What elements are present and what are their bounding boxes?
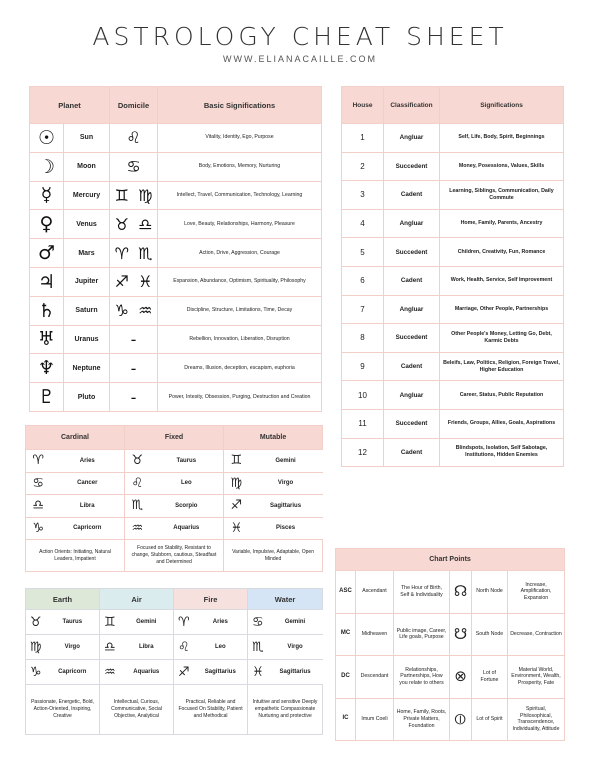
point-name: Ascendant [356, 571, 394, 614]
house-significations: Friends, Groups, Allies, Goals, Aspirations [440, 409, 564, 438]
element-header-earth: Earth [26, 589, 100, 610]
element-row [26, 660, 323, 685]
house-classification: Cadent [384, 266, 440, 295]
modality-row [26, 495, 323, 518]
domicile-sign-icon: ♊ [114, 185, 129, 205]
house-number: 6 [342, 266, 384, 295]
planet-significations: Discipline, Structure, Limitations, Time, Decay [158, 296, 322, 325]
website-url[interactable]: WWW.ELIANACAILLE.COM [222, 54, 378, 64]
planet-symbol-icon: ♇ [30, 383, 64, 412]
sign-name: Taurus [150, 450, 224, 473]
sign-name: Gemini [249, 450, 323, 473]
element-description: Passionate, Energetic, Bold, Action-Oriented, Inspiring, Creative [26, 685, 100, 735]
house-classification: Angluar [384, 295, 440, 324]
planet-significations: Body, Emotions, Memory, Nurturing [158, 152, 322, 181]
sign-name: Leo [194, 635, 248, 660]
domicile-sign-icon: - [130, 387, 137, 407]
house-number: 5 [342, 238, 384, 267]
planet-row [30, 296, 322, 325]
domicile-sign-icon: ♐ [114, 272, 129, 292]
planet-header: Planet [30, 87, 110, 124]
node-symbol-icon: ☊ [450, 571, 472, 614]
point-abbreviation: DC [336, 656, 356, 699]
planet-row [30, 239, 322, 268]
domicile-cell [110, 239, 158, 268]
domicile-cell [110, 152, 158, 181]
domicile-cell [110, 354, 158, 383]
sign-name: Gemini [120, 610, 174, 635]
zodiac-sign-icon: ♌ [174, 635, 194, 660]
house-significations: Home, Family, Parents, Ancestry [440, 209, 564, 238]
element-description: Practical, Reliable and Focused On Stability, Patient and Methodical [174, 685, 248, 735]
planet-significations: Power, Intesity, Obsession, Purging, Destruction and Creation [158, 383, 322, 412]
planet-name: Mars [64, 239, 110, 268]
house-number: 7 [342, 295, 384, 324]
planet-name: Sun [64, 124, 110, 153]
domicile-sign-icon: - [130, 358, 137, 378]
classification-header: Classification [384, 87, 440, 124]
house-significations: Blindspots, Isolation, Self Sabotage, Institutions, Hidden Enemies [440, 438, 564, 467]
elements-table [25, 588, 323, 735]
house-row [342, 352, 564, 381]
house-significations: Children, Creativity, Fun, Romance [440, 238, 564, 267]
element-header-water: Water [248, 589, 323, 610]
planet-symbol-icon: ☿ [30, 181, 64, 210]
point-description: Home, Family, Roots, Private Matters, Foundation [394, 698, 450, 741]
domicile-sign-icon: ♌ [126, 128, 141, 148]
house-classification: Angluar [384, 124, 440, 153]
house-number: 12 [342, 438, 384, 467]
house-significations-header: Significations [440, 87, 564, 124]
planet-row [30, 152, 322, 181]
sign-name: Libra [51, 495, 125, 518]
chart-points-table [335, 548, 565, 741]
element-header-fire: Fire [174, 589, 248, 610]
sign-name: Aquarius [120, 660, 174, 685]
planet-row [30, 354, 322, 383]
sign-name: Aries [51, 450, 125, 473]
zodiac-sign-icon: ♊ [100, 610, 120, 635]
planet-significations: Expansion, Abundance, Optimism, Spirituality, Philosophy [158, 267, 322, 296]
point-name: Descendant [356, 656, 394, 699]
sign-name: Virgo [46, 635, 100, 660]
planets-table [29, 86, 322, 412]
house-row [342, 209, 564, 238]
house-significations: Beleifs, Law, Politics, Religion, Foreign Travel, Higher Education [440, 352, 564, 381]
sign-name: Taurus [46, 610, 100, 635]
planet-row [30, 267, 322, 296]
planet-symbol-icon: ☉ [30, 124, 64, 153]
domicile-header: Domicile [110, 87, 158, 124]
zodiac-sign-icon: ♍ [224, 472, 249, 495]
house-row [342, 409, 564, 438]
house-row [342, 238, 564, 267]
house-number: 2 [342, 152, 384, 181]
zodiac-sign-icon: ♍ [26, 635, 46, 660]
planet-name: Saturn [64, 296, 110, 325]
modality-row [26, 517, 323, 540]
zodiac-sign-icon: ♑ [26, 660, 46, 685]
domicile-sign-icon: ♋ [126, 157, 141, 177]
house-row [342, 438, 564, 467]
point-name: Midheaven [356, 613, 394, 656]
zodiac-sign-icon: ♎ [100, 635, 120, 660]
modality-row [26, 472, 323, 495]
zodiac-sign-icon: ♏ [248, 635, 268, 660]
zodiac-sign-icon: ♈ [174, 610, 194, 635]
house-row [342, 295, 564, 324]
node-name: Lot of Spirit [472, 698, 508, 741]
house-classification: Succedent [384, 238, 440, 267]
house-number: 1 [342, 124, 384, 153]
domicile-cell [110, 124, 158, 153]
point-description: The Hour of Birth, Self & Individuality [394, 571, 450, 614]
house-row [342, 266, 564, 295]
planet-name: Venus [64, 210, 110, 239]
house-significations: Other People's Money, Letting Go, Debt, Karmic Debts [440, 324, 564, 353]
sign-name: Capricorn [46, 660, 100, 685]
house-significations: Learning, Siblings, Communication, Daily Commute [440, 181, 564, 210]
house-significations: Career, Status, Public Reputation [440, 381, 564, 410]
sign-name: Cancer [51, 472, 125, 495]
house-classification: Cadent [384, 438, 440, 467]
sign-name: Virgo [268, 635, 323, 660]
zodiac-sign-icon: ♎ [26, 495, 51, 518]
chart-points-header: Chart Points [336, 549, 565, 571]
sign-name: Virgo [249, 472, 323, 495]
point-description: Public image, Career, Life goals, Purpose [394, 613, 450, 656]
sign-name: Gemini [268, 610, 323, 635]
sign-name: Aries [194, 610, 248, 635]
zodiac-sign-icon: ♒ [100, 660, 120, 685]
house-significations: Money, Posessions, Values, Skills [440, 152, 564, 181]
house-classification: Succedent [384, 152, 440, 181]
modality-row [26, 450, 323, 473]
zodiac-sign-icon: ♊ [224, 450, 249, 473]
zodiac-sign-icon: ♋ [26, 472, 51, 495]
sign-name: Libra [120, 635, 174, 660]
node-description: Spiritual, Philosophical, Transcendence, Individuality, Attitude [508, 698, 565, 741]
planet-row [30, 325, 322, 354]
element-row [26, 610, 323, 635]
house-row [342, 181, 564, 210]
house-row [342, 324, 564, 353]
cardinal-header: Cardinal [26, 426, 125, 450]
planet-row [30, 210, 322, 239]
domicile-sign-icon: ♏ [138, 243, 153, 263]
house-number: 4 [342, 209, 384, 238]
point-abbreviation: MC [336, 613, 356, 656]
house-classification: Cadent [384, 352, 440, 381]
zodiac-sign-icon: ♌ [125, 472, 150, 495]
element-header-air: Air [100, 589, 174, 610]
node-symbol-icon: ☋ [450, 613, 472, 656]
chart-point-row [336, 698, 565, 741]
node-description: Material World, Environment, Wealth, Prosperity, Fate [508, 656, 565, 699]
domicile-cell [110, 325, 158, 354]
domicile-sign-icon: - [130, 329, 137, 349]
point-abbreviation: ASC [336, 571, 356, 614]
domicile-sign-icon: ♈ [114, 243, 129, 263]
domicile-cell [110, 296, 158, 325]
zodiac-sign-icon: ♑ [26, 517, 51, 540]
planet-name: Jupiter [64, 267, 110, 296]
domicile-sign-icon: ♎ [138, 214, 153, 234]
planet-row [30, 383, 322, 412]
zodiac-sign-icon: ♐ [224, 495, 249, 518]
house-significations: Marriage, Other People, Partnerships [440, 295, 564, 324]
planet-significations: Vitality, Identity, Ego, Purpose [158, 124, 322, 153]
house-number: 10 [342, 381, 384, 410]
domicile-sign-icon: ♓ [138, 272, 153, 292]
modalities-table [25, 425, 323, 572]
modality-description-row [26, 540, 323, 572]
planet-symbol-icon: ☽ [30, 152, 64, 181]
element-description: Intellectual, Curious, Communicative, Social Objective, Analytical [100, 685, 174, 735]
planet-name: Uranus [64, 325, 110, 354]
domicile-sign-icon: ♒ [138, 301, 153, 321]
planet-significations: Dreams, Illusion, deception, escapism, euphoria [158, 354, 322, 383]
house-classification: Succedent [384, 324, 440, 353]
domicile-sign-icon: ♑ [114, 301, 129, 321]
element-row [26, 635, 323, 660]
zodiac-sign-icon: ♉ [125, 450, 150, 473]
sign-name: Sagittarius [249, 495, 323, 518]
house-classification: Angluar [384, 381, 440, 410]
modality-description: Variable, Impulsive, Adaptable, Open Minded [224, 540, 323, 572]
chart-point-row [336, 571, 565, 614]
domicile-cell [110, 383, 158, 412]
node-description: Decrease, Contraction [508, 613, 565, 656]
planet-row [30, 124, 322, 153]
planet-symbol-icon: ♃ [30, 267, 64, 296]
planet-symbol-icon: ♅ [30, 325, 64, 354]
zodiac-sign-icon: ♒ [125, 517, 150, 540]
house-row [342, 124, 564, 153]
mutable-header: Mutable [224, 426, 323, 450]
zodiac-sign-icon: ♈ [26, 450, 51, 473]
sign-name: Pisces [249, 517, 323, 540]
planet-symbol-icon: ♄ [30, 296, 64, 325]
node-symbol-icon: ⊗ [450, 656, 472, 699]
house-significations: Self, Life, Body, Spirit, Beginnings [440, 124, 564, 153]
sign-name: Scorpio [150, 495, 224, 518]
planet-significations: Rebellion, Innovation, Liberation, Disruption [158, 325, 322, 354]
planet-name: Mercury [64, 181, 110, 210]
node-name: South Node [472, 613, 508, 656]
node-name: North Node [472, 571, 508, 614]
zodiac-sign-icon: ♐ [174, 660, 194, 685]
significations-header: Basic Significations [158, 87, 322, 124]
house-classification: Succedent [384, 409, 440, 438]
point-name: Imum Coeli [356, 698, 394, 741]
zodiac-sign-icon: ♓ [248, 660, 268, 685]
house-classification: Cadent [384, 181, 440, 210]
node-symbol-icon: ⦶ [450, 698, 472, 741]
sign-name: Sagittarius [194, 660, 248, 685]
point-description: Relationships, Partnerships, How you relate to others [394, 656, 450, 699]
planet-significations: Love, Beauty, Relationships, Harmony, Pleasure [158, 210, 322, 239]
house-number: 9 [342, 352, 384, 381]
planet-name: Neptune [64, 354, 110, 383]
house-number: 11 [342, 409, 384, 438]
domicile-cell [110, 267, 158, 296]
house-row [342, 152, 564, 181]
fixed-header: Fixed [125, 426, 224, 450]
sign-name: Sagittarius [268, 660, 323, 685]
planet-significations: Action, Drive, Aggression, Courage [158, 239, 322, 268]
sign-name: Aquarius [150, 517, 224, 540]
planet-symbol-icon: ♂ [30, 239, 64, 268]
page-title: ASTROLOGY CHEAT SHEET [92, 22, 508, 51]
sign-name: Leo [150, 472, 224, 495]
sign-name: Capricorn [51, 517, 125, 540]
planet-symbol-icon: ♆ [30, 354, 64, 383]
node-name: Lot of Fortune [472, 656, 508, 699]
domicile-sign-icon: ♍ [138, 185, 153, 205]
domicile-sign-icon: ♉ [114, 214, 129, 234]
element-description: Intuitive and sensitive Deeply empathetic Compassionate Nurturing and protective [248, 685, 323, 735]
chart-point-row [336, 656, 565, 699]
planet-symbol-icon: ♀ [30, 210, 64, 239]
zodiac-sign-icon: ♉ [26, 610, 46, 635]
zodiac-sign-icon: ♋ [248, 610, 268, 635]
house-header: House [342, 87, 384, 124]
house-significations: Work, Health, Service, Self Improvement [440, 266, 564, 295]
houses-table [341, 86, 564, 467]
planet-row [30, 181, 322, 210]
house-row [342, 381, 564, 410]
planet-significations: Intellect, Travel, Communication, Technology, Learning [158, 181, 322, 210]
domicile-cell [110, 210, 158, 239]
zodiac-sign-icon: ♏ [125, 495, 150, 518]
point-abbreviation: IC [336, 698, 356, 741]
house-number: 3 [342, 181, 384, 210]
planet-name: Moon [64, 152, 110, 181]
planet-name: Pluto [64, 383, 110, 412]
node-description: Increase, Amplification, Expansion [508, 571, 565, 614]
zodiac-sign-icon: ♓ [224, 517, 249, 540]
modality-description: Action Orients: Initiating, Natural Leaders, Impatient [26, 540, 125, 572]
house-number: 8 [342, 324, 384, 353]
house-classification: Angluar [384, 209, 440, 238]
chart-point-row [336, 613, 565, 656]
modality-description: Focused on Stability, Resistant to change, Stubborn, cautious, Steadfast and Determined [125, 540, 224, 572]
element-description-row [26, 685, 323, 735]
domicile-cell [110, 181, 158, 210]
